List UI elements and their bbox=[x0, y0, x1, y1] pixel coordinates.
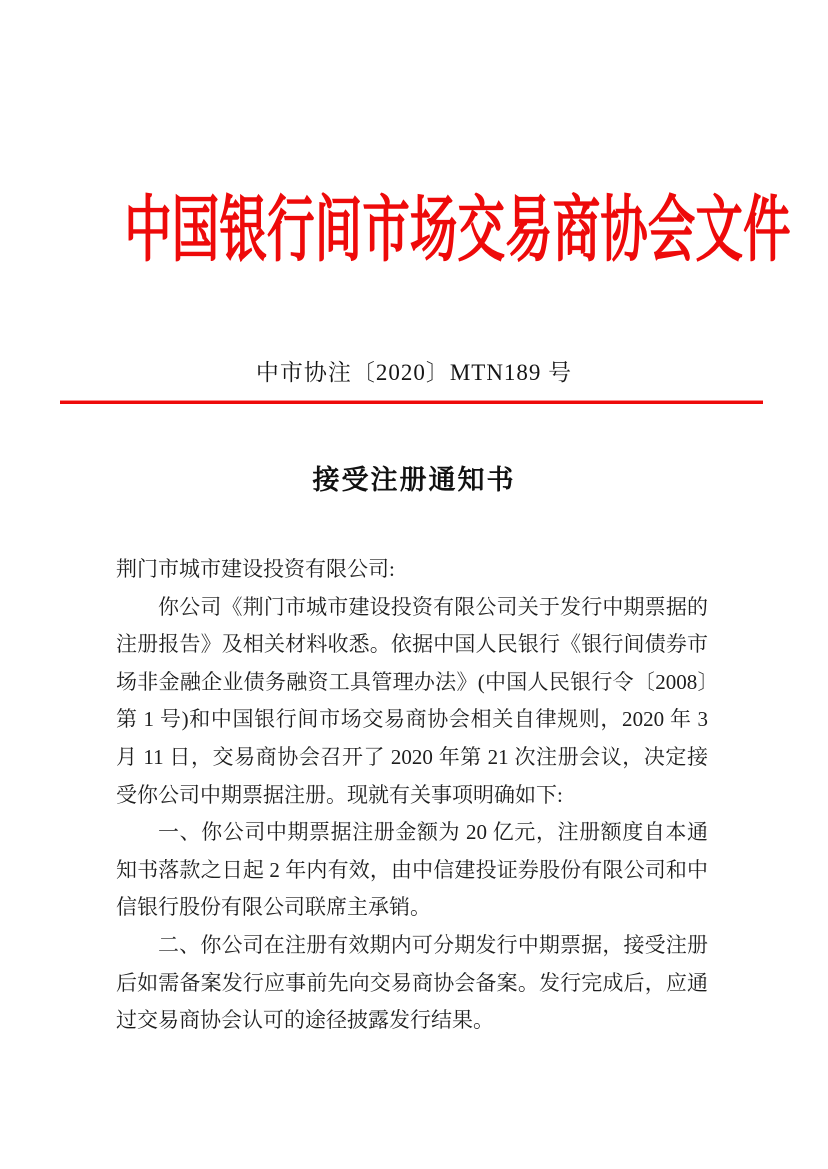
document-body bbox=[116, 551, 708, 1040]
red-divider-line bbox=[60, 400, 763, 404]
paragraph-item-2: 二、你公司在注册有效期内可分期发行中期票据，接受注册后如需备案发行应事前先向交易商协会备案。发行完成后，应通过交易商协会认可的途径披露发行结果。 bbox=[116, 932, 708, 1033]
salutation-line: 荆门市城市建设投资有限公司: bbox=[116, 557, 395, 581]
letterhead-title: 中国银行间市场交易商协会文件 bbox=[124, 189, 791, 271]
notice-title: 接受注册通知书 bbox=[312, 465, 516, 495]
paragraph-intro: 你公司《荆门市城市建设投资有限公司关于发行中期票据的注册报告》及相关材料收悉。依据中国人民银行《银行间债券市场非金融企业债务融资工具管理办法》(中国人民银行令〔2008〕第 1 号)和中国银行间市场交易商协会相关自律规则，2020 年 3 月 11 日，交易商协会召开了 2020 年第 21 次注册会议，决定接受你公司中期票据注册。现就有关事项明确如下: bbox=[116, 594, 708, 807]
document-number: 中市协注〔2020〕MTN189 号 bbox=[255, 360, 573, 385]
paragraph-item-1: 一、你公司中期票据注册金额为 20 亿元，注册额度自本通知书落款之日起 2 年内有效，由中信建投证券股份有限公司和中信银行股份有限公司联席主承销。 bbox=[116, 820, 708, 920]
